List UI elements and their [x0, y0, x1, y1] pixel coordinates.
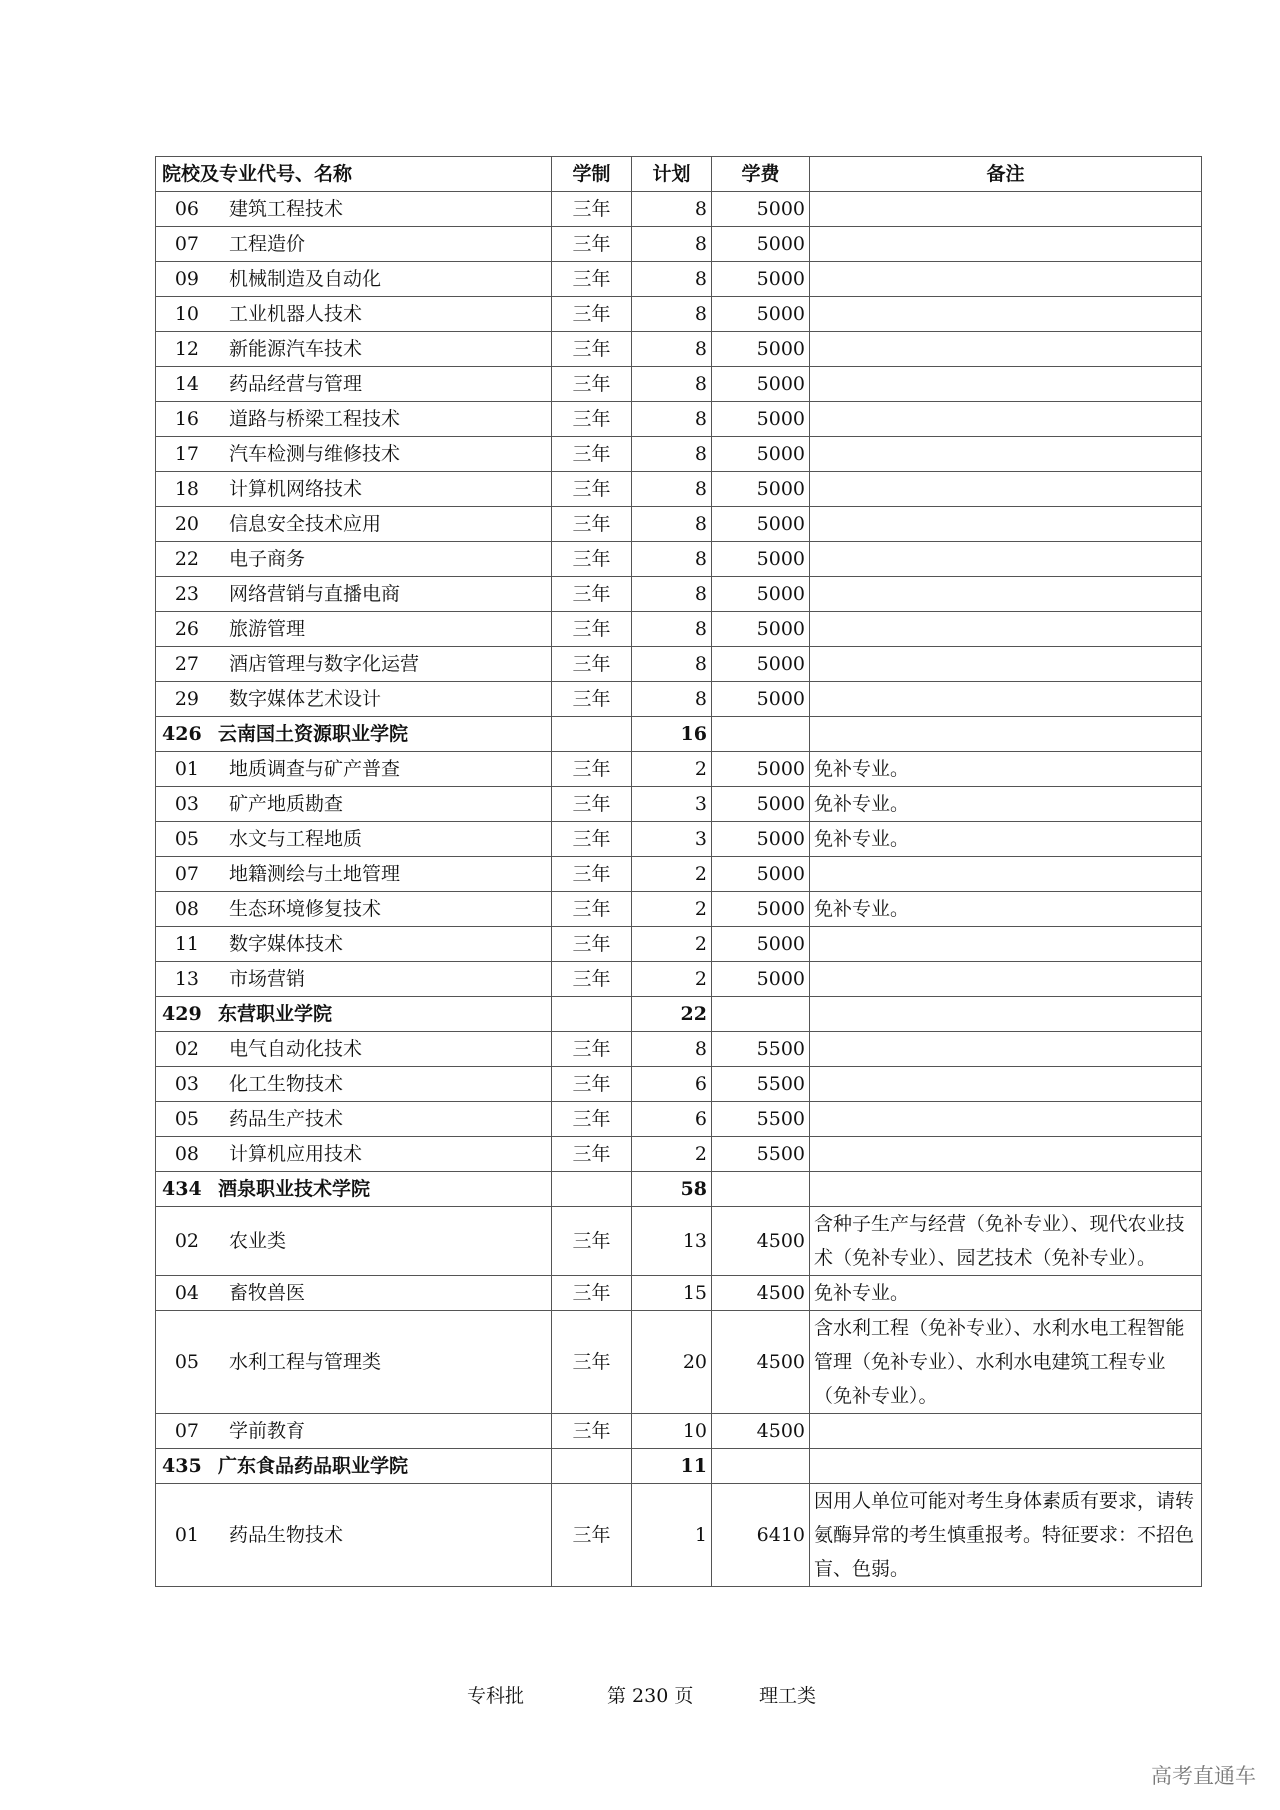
plan-cell: 11 [632, 1449, 712, 1484]
name-cell [156, 437, 552, 472]
fee-cell: 4500 [712, 1276, 810, 1311]
major-name: 机械制造及自动化 [229, 268, 382, 290]
plan-cell: 13 [632, 1207, 712, 1276]
name-cell [156, 227, 552, 262]
plan-cell: 8 [632, 297, 712, 332]
major-name: 工程造价 [229, 233, 306, 255]
major-code: 05 [174, 828, 199, 850]
name-cell [156, 997, 552, 1032]
fee-cell: 5000 [712, 227, 810, 262]
major-code: 13 [174, 968, 199, 990]
major-name: 市场营销 [229, 968, 306, 990]
fee-cell [712, 717, 810, 752]
plan-cell: 8 [632, 402, 712, 437]
note-cell: 因用人单位可能对考生身体素质有要求，请转氨酶异常的考生慎重报考。特征要求：不招色盲、色弱。 [810, 1484, 1202, 1587]
major-code: 06 [174, 198, 199, 220]
plan-cell: 8 [632, 542, 712, 577]
plan-cell: 2 [632, 1137, 712, 1172]
major-row [156, 192, 1202, 227]
duration-cell: 三年 [552, 1484, 632, 1587]
major-code: 03 [174, 1073, 199, 1095]
duration-cell [552, 1449, 632, 1484]
duration-cell: 三年 [552, 787, 632, 822]
major-code: 09 [174, 268, 199, 290]
major-row [156, 437, 1202, 472]
major-row [156, 1032, 1202, 1067]
note-cell [810, 1067, 1202, 1102]
duration-cell: 三年 [552, 227, 632, 262]
school-row [156, 997, 1202, 1032]
name-cell [156, 1449, 552, 1484]
duration-cell: 三年 [552, 1032, 632, 1067]
duration-cell: 三年 [552, 1067, 632, 1102]
fee-cell: 4500 [712, 1414, 810, 1449]
major-row [156, 1311, 1202, 1414]
major-row [156, 822, 1202, 857]
plan-cell: 8 [632, 577, 712, 612]
school-name: 酒泉职业技术学院 [218, 1178, 371, 1200]
major-code: 01 [174, 1524, 199, 1546]
major-row [156, 542, 1202, 577]
note-cell: 免补专业。 [810, 752, 1202, 787]
header-duration: 学制 [552, 157, 632, 192]
duration-cell: 三年 [552, 927, 632, 962]
major-row [156, 892, 1202, 927]
major-code: 16 [174, 408, 199, 430]
name-cell [156, 472, 552, 507]
major-code: 08 [174, 1143, 199, 1165]
note-cell [810, 507, 1202, 542]
plan-cell: 8 [632, 367, 712, 402]
major-name: 工业机器人技术 [229, 303, 363, 325]
name-cell [156, 507, 552, 542]
name-cell [156, 892, 552, 927]
plan-cell: 8 [632, 192, 712, 227]
school-name: 东营职业学院 [218, 1003, 333, 1025]
major-code: 01 [174, 758, 199, 780]
major-code: 10 [174, 303, 199, 325]
table-header-row [156, 157, 1202, 192]
name-cell [156, 1102, 552, 1137]
note-cell [810, 262, 1202, 297]
major-row [156, 472, 1202, 507]
fee-cell: 5000 [712, 297, 810, 332]
name-cell [156, 192, 552, 227]
fee-cell: 4500 [712, 1311, 810, 1414]
major-code: 20 [174, 513, 199, 535]
duration-cell: 三年 [552, 437, 632, 472]
fee-cell: 5000 [712, 472, 810, 507]
major-code: 26 [174, 618, 199, 640]
note-cell [810, 297, 1202, 332]
fee-cell: 5000 [712, 577, 810, 612]
plan-cell: 2 [632, 927, 712, 962]
major-name: 药品生产技术 [229, 1108, 344, 1130]
fee-cell: 5000 [712, 507, 810, 542]
note-cell [810, 472, 1202, 507]
plan-cell: 8 [632, 647, 712, 682]
major-row [156, 682, 1202, 717]
admission-plan-table [155, 156, 1202, 1587]
duration-cell: 三年 [552, 1102, 632, 1137]
note-cell [810, 1137, 1202, 1172]
header-name: 院校及专业代号、名称 [156, 157, 552, 192]
fee-cell: 5000 [712, 542, 810, 577]
major-name: 水文与工程地质 [229, 828, 363, 850]
major-code: 27 [174, 653, 199, 675]
note-cell: 含水利工程（免补专业）、水利水电工程智能管理（免补专业）、水利水电建筑工程专业（免补专业）。 [810, 1311, 1202, 1414]
major-row [156, 262, 1202, 297]
major-code: 02 [174, 1038, 199, 1060]
duration-cell: 三年 [552, 297, 632, 332]
major-name: 电气自动化技术 [229, 1038, 363, 1060]
major-row [156, 577, 1202, 612]
fee-cell: 5000 [712, 367, 810, 402]
name-cell [156, 577, 552, 612]
major-code: 17 [174, 443, 199, 465]
name-cell [156, 1311, 552, 1414]
plan-cell: 3 [632, 822, 712, 857]
duration-cell: 三年 [552, 1137, 632, 1172]
major-name: 畜牧兽医 [229, 1282, 306, 1304]
name-cell [156, 822, 552, 857]
name-cell [156, 1276, 552, 1311]
major-code: 11 [174, 933, 199, 955]
major-name: 计算机应用技术 [229, 1143, 363, 1165]
duration-cell: 三年 [552, 507, 632, 542]
fee-cell [712, 997, 810, 1032]
fee-cell: 4500 [712, 1207, 810, 1276]
duration-cell: 三年 [552, 682, 632, 717]
name-cell [156, 682, 552, 717]
duration-cell: 三年 [552, 612, 632, 647]
duration-cell: 三年 [552, 542, 632, 577]
fee-cell: 5000 [712, 752, 810, 787]
fee-cell: 5000 [712, 437, 810, 472]
major-name: 地籍测绘与土地管理 [229, 863, 401, 885]
major-name: 农业类 [229, 1230, 287, 1252]
note-cell: 免补专业。 [810, 787, 1202, 822]
duration-cell: 三年 [552, 577, 632, 612]
major-row [156, 507, 1202, 542]
name-cell [156, 787, 552, 822]
fee-cell: 5000 [712, 787, 810, 822]
major-name: 数字媒体技术 [229, 933, 344, 955]
plan-cell: 2 [632, 857, 712, 892]
major-row [156, 402, 1202, 437]
header-fee: 学费 [712, 157, 810, 192]
plan-cell: 2 [632, 752, 712, 787]
major-code: 04 [174, 1282, 199, 1304]
duration-cell: 三年 [552, 262, 632, 297]
note-cell [810, 1102, 1202, 1137]
plan-cell: 2 [632, 962, 712, 997]
duration-cell: 三年 [552, 1207, 632, 1276]
name-cell [156, 1207, 552, 1276]
major-code: 12 [174, 338, 199, 360]
major-name: 旅游管理 [229, 618, 306, 640]
major-name: 计算机网络技术 [229, 478, 363, 500]
duration-cell: 三年 [552, 402, 632, 437]
note-cell [810, 437, 1202, 472]
fee-cell: 5000 [712, 822, 810, 857]
major-row [156, 647, 1202, 682]
note-cell [810, 542, 1202, 577]
duration-cell: 三年 [552, 1414, 632, 1449]
fee-cell: 5000 [712, 962, 810, 997]
note-cell [810, 192, 1202, 227]
note-cell [810, 682, 1202, 717]
major-row [156, 1484, 1202, 1587]
major-name: 水利工程与管理类 [229, 1351, 382, 1373]
name-cell [156, 1414, 552, 1449]
duration-cell: 三年 [552, 1311, 632, 1414]
name-cell [156, 1067, 552, 1102]
fee-cell [712, 1449, 810, 1484]
note-cell [810, 717, 1202, 752]
major-name: 新能源汽车技术 [229, 338, 363, 360]
fee-cell: 6410 [712, 1484, 810, 1587]
name-cell [156, 1137, 552, 1172]
fee-cell: 5000 [712, 262, 810, 297]
major-name: 药品经营与管理 [229, 373, 363, 395]
note-cell [810, 1414, 1202, 1449]
fee-cell: 5000 [712, 647, 810, 682]
plan-cell: 2 [632, 892, 712, 927]
duration-cell: 三年 [552, 332, 632, 367]
note-cell [810, 612, 1202, 647]
duration-cell: 三年 [552, 647, 632, 682]
name-cell [156, 927, 552, 962]
fee-cell: 5500 [712, 1102, 810, 1137]
note-cell [810, 647, 1202, 682]
page-footer [0, 1681, 1280, 1709]
plan-cell: 8 [632, 227, 712, 262]
fee-cell: 5500 [712, 1137, 810, 1172]
name-cell [156, 332, 552, 367]
major-code: 07 [174, 1420, 199, 1442]
plan-cell: 8 [632, 1032, 712, 1067]
major-row [156, 367, 1202, 402]
major-name: 汽车检测与维修技术 [229, 443, 401, 465]
major-code: 29 [174, 688, 199, 710]
major-code: 03 [174, 793, 199, 815]
major-row [156, 1137, 1202, 1172]
note-cell [810, 1172, 1202, 1207]
name-cell [156, 717, 552, 752]
plan-cell: 6 [632, 1102, 712, 1137]
major-name: 酒店管理与数字化运营 [229, 653, 420, 675]
plan-cell: 8 [632, 682, 712, 717]
major-code: 05 [174, 1351, 199, 1373]
note-cell: 免补专业。 [810, 892, 1202, 927]
plan-cell: 10 [632, 1414, 712, 1449]
note-cell [810, 1032, 1202, 1067]
footer-category: 理工类 [759, 1685, 817, 1707]
fee-cell: 5000 [712, 192, 810, 227]
fee-cell [712, 1172, 810, 1207]
plan-cell: 8 [632, 332, 712, 367]
major-code: 14 [174, 373, 199, 395]
major-name: 道路与桥梁工程技术 [229, 408, 401, 430]
major-row [156, 1414, 1202, 1449]
name-cell [156, 542, 552, 577]
school-name: 广东食品药品职业学院 [218, 1455, 409, 1477]
school-code: 429 [162, 1003, 202, 1025]
fee-cell: 5000 [712, 927, 810, 962]
note-cell [810, 997, 1202, 1032]
duration-cell: 三年 [552, 472, 632, 507]
note-cell: 含种子生产与经营（免补专业）、现代农业技术（免补专业）、园艺技术（免补专业）。 [810, 1207, 1202, 1276]
name-cell [156, 402, 552, 437]
major-name: 电子商务 [229, 548, 306, 570]
note-cell [810, 962, 1202, 997]
fee-cell: 5000 [712, 332, 810, 367]
duration-cell: 三年 [552, 822, 632, 857]
note-cell [810, 402, 1202, 437]
name-cell [156, 1032, 552, 1067]
name-cell [156, 1172, 552, 1207]
school-code: 426 [162, 723, 202, 745]
name-cell [156, 962, 552, 997]
plan-cell: 6 [632, 1067, 712, 1102]
note-cell: 免补专业。 [810, 822, 1202, 857]
major-name: 生态环境修复技术 [229, 898, 382, 920]
footer-batch: 专科批 [467, 1685, 525, 1707]
major-code: 02 [174, 1230, 199, 1252]
note-cell [810, 332, 1202, 367]
major-row [156, 1207, 1202, 1276]
duration-cell: 三年 [552, 367, 632, 402]
school-row [156, 717, 1202, 752]
major-row [156, 787, 1202, 822]
note-cell [810, 227, 1202, 262]
plan-cell: 8 [632, 472, 712, 507]
major-code: 05 [174, 1108, 199, 1130]
major-row [156, 857, 1202, 892]
major-row [156, 1067, 1202, 1102]
name-cell [156, 297, 552, 332]
major-code: 07 [174, 233, 199, 255]
name-cell [156, 262, 552, 297]
fee-cell: 5000 [712, 682, 810, 717]
major-code: 18 [174, 478, 199, 500]
school-row [156, 1172, 1202, 1207]
school-code: 435 [162, 1455, 202, 1477]
fee-cell: 5000 [712, 892, 810, 927]
name-cell [156, 612, 552, 647]
plan-cell: 8 [632, 262, 712, 297]
duration-cell [552, 1172, 632, 1207]
name-cell [156, 647, 552, 682]
plan-cell: 22 [632, 997, 712, 1032]
plan-cell: 8 [632, 437, 712, 472]
duration-cell: 三年 [552, 752, 632, 787]
duration-cell [552, 717, 632, 752]
note-cell [810, 367, 1202, 402]
major-row [156, 1102, 1202, 1137]
major-row [156, 332, 1202, 367]
major-row [156, 227, 1202, 262]
duration-cell: 三年 [552, 1276, 632, 1311]
note-cell: 免补专业。 [810, 1276, 1202, 1311]
major-name: 网络营销与直播电商 [229, 583, 401, 605]
note-cell [810, 857, 1202, 892]
plan-cell: 15 [632, 1276, 712, 1311]
major-code: 22 [174, 548, 199, 570]
major-name: 药品生物技术 [229, 1524, 344, 1546]
note-cell [810, 1449, 1202, 1484]
fee-cell: 5500 [712, 1032, 810, 1067]
duration-cell [552, 997, 632, 1032]
major-row [156, 927, 1202, 962]
major-name: 建筑工程技术 [229, 198, 344, 220]
note-cell [810, 927, 1202, 962]
major-row [156, 962, 1202, 997]
major-name: 学前教育 [229, 1420, 306, 1442]
major-code: 08 [174, 898, 199, 920]
fee-cell: 5000 [712, 612, 810, 647]
plan-cell: 8 [632, 507, 712, 542]
major-row [156, 752, 1202, 787]
major-name: 数字媒体艺术设计 [229, 688, 382, 710]
duration-cell: 三年 [552, 857, 632, 892]
fee-cell: 5000 [712, 857, 810, 892]
name-cell [156, 752, 552, 787]
major-name: 地质调查与矿产普查 [229, 758, 401, 780]
plan-cell: 1 [632, 1484, 712, 1587]
major-code: 23 [174, 583, 199, 605]
duration-cell: 三年 [552, 192, 632, 227]
footer-page-number: 第 230 页 [607, 1685, 694, 1707]
fee-cell: 5000 [712, 402, 810, 437]
header-note: 备注 [810, 157, 1202, 192]
major-name: 矿产地质勘查 [229, 793, 344, 815]
duration-cell: 三年 [552, 892, 632, 927]
watermark: 高考直通车 [1151, 1764, 1256, 1788]
plan-cell: 20 [632, 1311, 712, 1414]
school-name: 云南国土资源职业学院 [218, 723, 409, 745]
name-cell [156, 367, 552, 402]
duration-cell: 三年 [552, 962, 632, 997]
major-row [156, 1276, 1202, 1311]
major-name: 信息安全技术应用 [229, 513, 382, 535]
note-cell [810, 577, 1202, 612]
major-name: 化工生物技术 [229, 1073, 344, 1095]
school-code: 434 [162, 1178, 202, 1200]
major-row [156, 297, 1202, 332]
name-cell [156, 857, 552, 892]
plan-cell: 3 [632, 787, 712, 822]
name-cell [156, 1484, 552, 1587]
school-row [156, 1449, 1202, 1484]
plan-cell: 58 [632, 1172, 712, 1207]
major-code: 07 [174, 863, 199, 885]
major-row [156, 612, 1202, 647]
header-plan: 计划 [632, 157, 712, 192]
plan-cell: 8 [632, 612, 712, 647]
fee-cell: 5500 [712, 1067, 810, 1102]
plan-cell: 16 [632, 717, 712, 752]
